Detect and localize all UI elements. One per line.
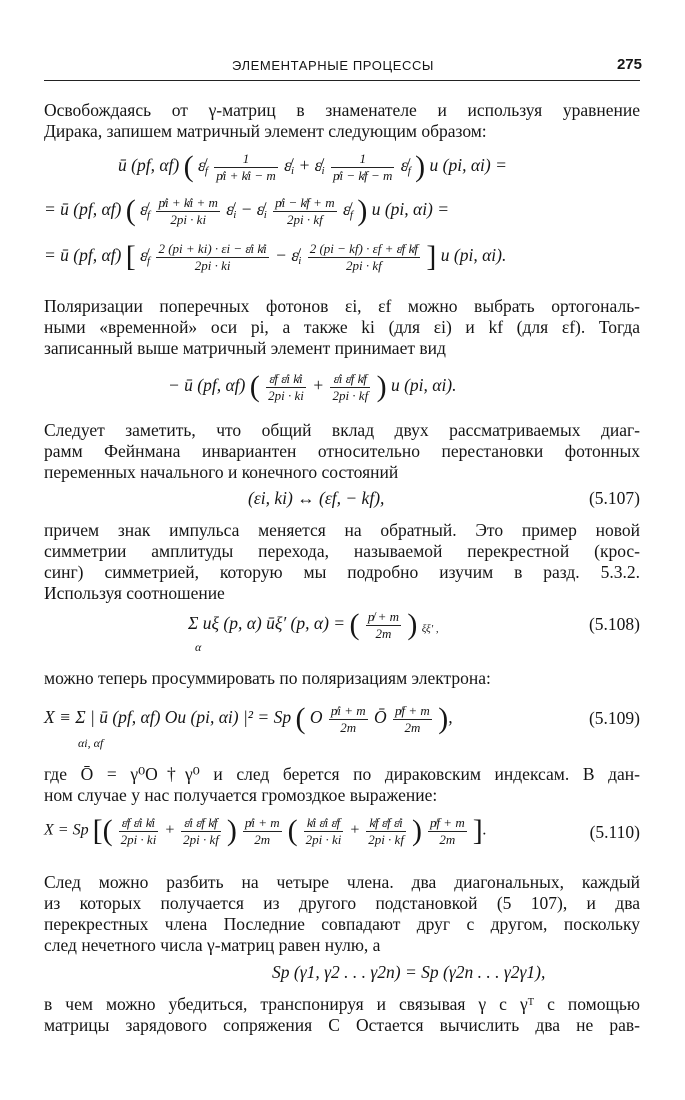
eq-left: X = Sp	[44, 821, 89, 839]
frac-num: p̸f + m	[395, 702, 430, 718]
frac-num: 1	[331, 151, 394, 168]
text-line: Поляризации поперечных фотонов εi, εf можно выбрать ортогональ-	[44, 296, 640, 316]
eq-right: u (pi, αi) =	[371, 199, 450, 220]
frac-num: ε̸f ε̸i k̸i	[266, 371, 306, 388]
paren-close: )	[411, 814, 422, 847]
paragraph-7	[44, 872, 640, 956]
paragraph-6	[44, 764, 640, 806]
frac-den: 2m	[340, 719, 357, 735]
frac-den: 2pi · ki	[170, 211, 207, 227]
frac-den: 2pi · kf	[183, 831, 219, 847]
text-line: синг) симметрией, которую мы подробно изучим в разд. 5.3.2.	[44, 562, 640, 582]
running-title: ЭЛЕМЕНТАРНЫЕ ПРОЦЕССЫ	[232, 58, 435, 73]
frac-num: p̸i + m	[244, 814, 280, 830]
text-line: переменных начального и конечного состояний	[44, 462, 399, 482]
frac-num: ε̸i ε̸f k̸f	[330, 371, 370, 388]
frac-num: 1	[214, 151, 277, 168]
frac-num: k̸i ε̸i ε̸f	[304, 815, 344, 832]
text-line: след нечетного числа γ-матриц равен нулю, а	[44, 935, 381, 955]
paren-close: )	[357, 194, 368, 227]
frac-den: 2pi · ki	[194, 257, 231, 273]
fraction	[119, 815, 159, 848]
frac-num: ε̸f ε̸i k̸i	[119, 815, 159, 832]
fraction	[156, 195, 219, 228]
eq-right: u (pi, αi).	[390, 375, 457, 396]
equation-5-108	[188, 608, 439, 642]
paren-close: )	[407, 608, 418, 641]
paragraph-4	[44, 520, 640, 604]
eq-left: X ≡ Σ | ū (pf, αf) Ou (pi, αi) |² = Sp	[44, 707, 292, 728]
matrix-element-line-3: = ū (pf, αf) [ $\varepsilon̸_f$ $\frac{\text{2 (pi + ki) · εi − ε̸i k̸i}}{2pi \cdot ki}$ − $\varepsilon̸_i$ $\frac{\text{2 (pi − kf) · εf + ε̸f k̸f}}{2pi \cdot kf}$ ] u (pi, αi).	[44, 240, 507, 273]
text-line: причем знак импульса меняется на обратный. Это пример новой	[44, 520, 640, 540]
fraction	[304, 815, 344, 848]
text-line: Дирака, запишем матричный элемент следующим образом:	[44, 121, 487, 141]
text-line: симметрии амплитуды перехода, называемой перекрестной (крос-	[44, 541, 640, 561]
eq-body: (εi, ki) ↔ (εf, − kf),	[248, 488, 385, 508]
frac-num: p̸ + m	[367, 608, 400, 624]
text-line: можно теперь просуммировать по поляризациям электрона:	[44, 668, 491, 688]
eq-left: − ū (pf, αf)	[168, 375, 246, 396]
fraction	[366, 609, 401, 642]
frac-den: 2pi · kf	[345, 257, 382, 273]
fraction	[393, 703, 432, 736]
frac-den: 2pi · ki	[120, 831, 157, 847]
frac-num: 2 (pi + ki) · εi − ε̸i k̸i	[158, 240, 267, 256]
eq-right: u (pi, αi).	[440, 245, 507, 266]
frac-num: p̸i − k̸f + m	[275, 194, 335, 210]
frac-num: p̸f + m	[429, 814, 465, 830]
paren-close: )	[226, 814, 237, 847]
bracket-close: ]	[426, 240, 437, 273]
page-number: 275	[616, 56, 642, 73]
eq-left: = ū (pf, αf)	[44, 199, 122, 220]
equation-5-109: X ≡ Σ | ū (pf, αf) Ou (pi, αi) |² = Sp ( O $\frac{p̸i + m}{2m}$ Ō $\frac{p̸f + m}{2m}$ ),	[44, 702, 453, 735]
fraction	[428, 815, 467, 848]
paragraph-3	[44, 420, 640, 483]
text-line: ными «временной» оси pi, а также ki (для εi) и kf (для εf). Тогда	[44, 317, 640, 337]
text-line: рамм Фейнмана инвариантен относительно перестановки фотонных	[44, 441, 640, 461]
equation-5-107	[248, 488, 384, 509]
paragraph-2	[44, 296, 640, 359]
matrix-element-line-2: = ū (pf, αf) ( $\varepsilon̸_f$ $\frac{p̸i + k̸i + m}{2pi \cdot ki}$ $\varepsilon̸_i$ − $\varepsilon̸_i$ $\frac{p̸i - k̸f + m}{2pi \cdot kf}$ $\varepsilon̸_f$ ) u (pi, αi) =	[44, 194, 450, 227]
equation-number-5-107: (5.107)	[588, 488, 640, 508]
frac-num: p̸i + k̸i + m	[158, 194, 218, 210]
text-line: в чем можно убедиться, транспонируя и связывая γ с γᵀ с помощью	[44, 994, 640, 1014]
frac-den: p̸i − k̸f − m	[332, 167, 393, 183]
bracket-close: ]	[472, 814, 483, 847]
frac-den: 2pi · kf	[368, 831, 404, 847]
text-line: След можно разбить на четыре члена. два диагональных, каждый	[44, 872, 640, 892]
fraction	[156, 241, 268, 274]
sum-index-alpha: α	[195, 640, 202, 654]
text-line: где Ō = γ⁰O†γ⁰ и след берется по дираковским индексам. В дан-	[44, 764, 640, 784]
equation-number-5-110: (5.110)	[589, 822, 640, 842]
text-line: матрицы зарядового сопряжения C Остается вычислить два не рав-	[44, 1015, 640, 1035]
frac-den: 2pi · kf	[287, 211, 323, 227]
frac-den: 2pi · ki	[305, 831, 342, 847]
text-line: ном случае у нас получается громоздкое выражение:	[44, 785, 438, 805]
fraction	[329, 703, 368, 736]
paren-open: (	[295, 702, 306, 735]
text-line: записанный выше матричный элемент принимает вид	[44, 338, 446, 358]
eq-right: ξξ′ ,	[421, 623, 439, 636]
text-line: перекрестных члена Последние совпадают друг с другом, поскольку	[44, 914, 640, 934]
paren-close: )	[438, 702, 449, 735]
paren-open: (	[287, 814, 298, 847]
eq-body: Sp (γ1, γ2 . . . γ2n) = Sp (γ2n . . . γ2γ1),	[272, 962, 546, 982]
fraction	[366, 815, 406, 848]
trace-identity	[272, 962, 545, 983]
eq-left: = ū (pf, αf)	[44, 245, 122, 266]
paren-open: (	[183, 150, 194, 183]
text-line: Используя соотношение	[44, 583, 225, 603]
paragraph-5	[44, 668, 640, 689]
equation-number-5-109: (5.109)	[588, 708, 640, 728]
frac-den: p̸i + k̸i − m	[216, 167, 276, 183]
header-rule	[44, 80, 640, 81]
text-line: Освобождаясь от γ-матриц в знаменателе и используя уравнение	[44, 100, 640, 120]
paren-open: (	[125, 194, 136, 227]
frac-den: 2m	[375, 625, 392, 641]
text-line: из которых получается из другого подстановкой (5 107), и два	[44, 893, 640, 913]
matrix-element-reduced: − ū (pf, αf) ( $\frac{\text{ε̸f ε̸i k̸i}}{2pi \cdot ki}$ + $\frac{\text{ε̸i ε̸f k̸f}}{2pi \cdot kf}$ ) u (pi, αi).	[168, 370, 457, 403]
bracket-open: [(	[92, 814, 113, 847]
paren-close: )	[415, 150, 426, 183]
sum-index-alpha-i-f: αi, αf	[78, 736, 104, 750]
matrix-element-line-1: ū (pf, αf) ( $\varepsilon̸_f$ $\frac{1}{p̸i + k̸i - m}$ $\varepsilon̸_i$ + $\varepsilon̸_i$ $\frac{1}{p̸i - k̸f - m}$ $\varepsilon̸_f$ ) u (pi, αi) =	[118, 150, 507, 183]
eq-left: ū (pf, αf)	[118, 155, 180, 176]
paren-open: (	[349, 608, 360, 641]
frac-num: p̸i + m	[330, 702, 366, 718]
fraction	[308, 241, 420, 274]
frac-num: k̸f ε̸f ε̸i	[366, 815, 406, 832]
frac-den: 2pi · kf	[332, 387, 369, 403]
page-header	[44, 58, 642, 82]
eq-left: Σ uξ (p, α) ūξ′ (p, α) =	[188, 613, 346, 634]
eq-right: u (pi, αi) =	[429, 155, 507, 176]
frac-den: 2m	[404, 719, 421, 735]
paren-open: (	[249, 370, 260, 403]
paren-close: )	[376, 370, 387, 403]
equation-5-110: X = Sp [( $\frac{\text{ε̸f ε̸i k̸i}}{2pi \cdot ki}$ + $\frac{\text{ε̸i ε̸f k̸f}}{2pi \cdot kf}$ ) $\frac{p̸i + m}{2m}$ ( $\frac{\text{k̸i ε̸i ε̸f}}{2pi \cdot ki}$ + $\frac{\text{k̸f ε̸f ε̸i}}{2pi \cdot kf}$ ) $\frac{p̸f + m}{2m}$ ].	[44, 814, 487, 847]
frac-num: 2 (pi − kf) · εf + ε̸f k̸f	[309, 240, 418, 256]
fraction	[243, 815, 282, 848]
frac-den: 2pi · ki	[268, 387, 304, 403]
paragraph-1	[44, 100, 640, 142]
bracket-open: [	[125, 240, 136, 273]
frac-num: ε̸i ε̸f k̸f	[181, 815, 221, 832]
fraction	[266, 371, 306, 404]
frac-den: 2m	[439, 831, 456, 847]
fraction	[331, 151, 394, 184]
equation-number-5-108: (5.108)	[588, 614, 640, 634]
fraction	[330, 371, 370, 404]
frac-den: 2m	[254, 831, 271, 847]
fraction	[273, 195, 336, 228]
paragraph-8	[44, 994, 640, 1036]
fraction	[181, 815, 221, 848]
text-line: Следует заметить, что общий вклад двух рассматриваемых диаг-	[44, 420, 640, 440]
fraction	[214, 151, 277, 184]
